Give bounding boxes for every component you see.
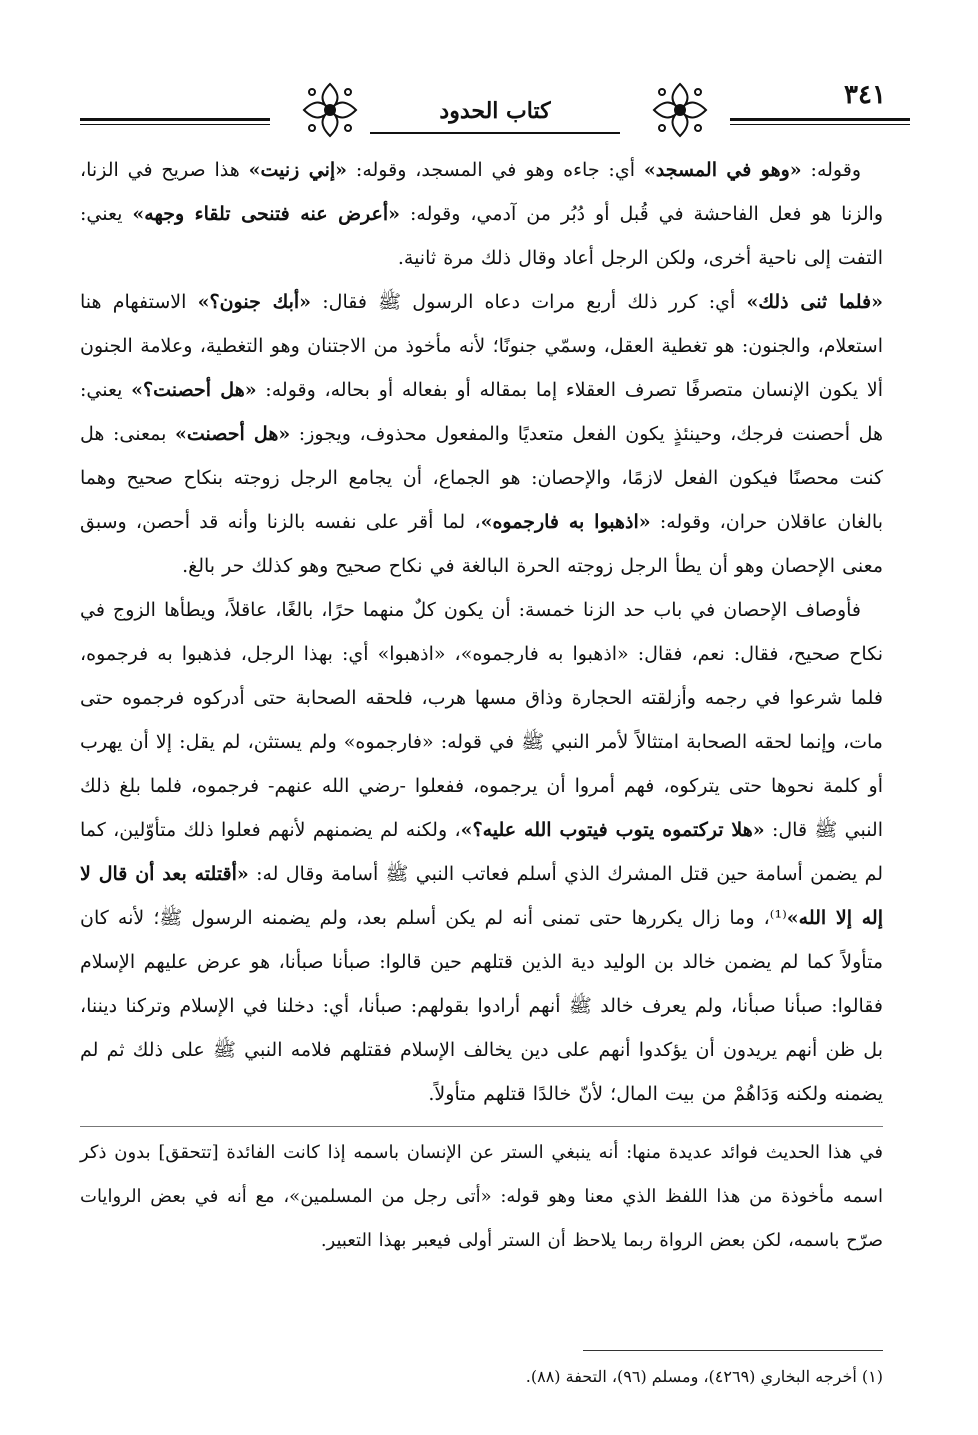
header-rule-left [80, 118, 270, 125]
commentary-text: فأوصاف الإحصان في باب حد الزنا خمسة: أن يكون كلٌ منهما حرًا، بالغًا، عاقلاً، ويطأها الزوج في نكاح صحيح، فقال: نعم، فقال: «اذهبوا به فارجموه»، «اذهبوا» أي: بهذا الرجل، فذهبوا به فرجموه، فلما شرعوا في رجمه وأزلقته الحجارة وذاق مسها هرب، فلحقه الصحابة حتى أدركوه فرجموه حتى مات، وإنما لحقه الصحابة امتثالاً لأمر النبي ﷺ في قوله: «فارجموه» ولم يستثن، لم يقل: إلا أن يهرب أو كلمة نحوها حتى يتركوه، فهم أمروا أن يرجموه، ففعلوا -رضي الله عنهم- فرجموه، فلما بلغ ذلك النبي ﷺ قال: [80, 599, 883, 841]
commentary-text: يعني: هل أحصنت فرجك، وحينئذٍ يكون الفعل متعديًا والمفعول محذوف، ويجوز: [80, 379, 883, 445]
paragraph [80, 148, 883, 280]
quoted-hadith-text: «أبك جنون؟» [197, 291, 312, 313]
footnote: (١) أخرجه البخاري (٤٢٦٩)، ومسلم (٩٦)، التحفة (٨٨). [525, 1367, 883, 1386]
floral-ornament-icon [650, 80, 710, 140]
paragraph [80, 1126, 883, 1263]
paragraph [80, 588, 883, 1116]
commentary-text: ، لما أقر على نفسه بالزنا وأنه قد أحصن، وسبق معنى الإحصان وهو أن يطأ الرجل زوجته الحرة البالغة في نكاح صحيح وهو كذلك حر بالغ. [80, 511, 883, 577]
chapter-title-underline [370, 132, 620, 134]
commentary-text: وقوله: [801, 159, 861, 181]
page-header [80, 72, 910, 142]
page-number: ٣٤١ [844, 80, 886, 110]
footnote-rule [583, 1350, 883, 1351]
quoted-hadith-text: «هلا تركتموه يتوب فيتوب الله عليه؟» [460, 819, 765, 841]
body-text [80, 148, 883, 1263]
chapter-title: كتاب الحدود [439, 98, 551, 124]
paragraph [80, 280, 883, 588]
quoted-hadith-text: «أقتلته بعد أن قال لا إله إلا الله» [80, 863, 883, 929]
commentary-text: الاستفهام هنا استعلام، والجنون: هو تغطية العقل، وسمّي جنونًا؛ لأنه مأخوذ من الاجتنان وهو التغطية، وعلامة الجنون ألا يكون الإنسان متصرفًا تصرف العقلاء إما بمقاله أو بفعاله أو بحاله، وقوله: [80, 291, 884, 401]
commentary-text: بمعنى: هل كنت محصنًا فيكون الفعل لازمًا، والإحصان: هو الجماع، أن يجامع الرجل زوجته بنكاح صحيح وهما بالغان عاقلان حران، وقوله: [80, 423, 884, 533]
quoted-hadith-text: «هل أحصنت» [175, 423, 291, 445]
quoted-hadith-text: «أعرض عنه فتنحى تلقاء وجهه» [132, 203, 401, 225]
header-rule-right [730, 118, 910, 125]
commentary-text: هذا صريح في الزنا، والزنا هو فعل الفاحشة في قُبل أو دُبُر من آدمي، وقوله: [80, 159, 883, 225]
quoted-hadith-text: «إني زنيت» [248, 159, 348, 181]
quoted-hadith-text: «اذهبوا به فارجموه» [480, 511, 651, 533]
commentary-text: ، ولكنه لم يضمنهم لأنهم فعلوا ذلك متأوّلين، كما لم يضمن أسامة حين قتل المشرك الذي أسلم فعاتب النبي ﷺ أسامة وقال له: [80, 819, 884, 885]
quoted-hadith-text: «وهو في المسجد» [643, 159, 802, 181]
quoted-hadith-text: «هل أحصنت؟» [131, 379, 257, 401]
floral-ornament-icon [300, 80, 360, 140]
commentary-text: أي: كرر ذلك أربع مرات دعاه الرسول ﷺ فقال: [311, 291, 747, 313]
commentary-text: في هذا الحديث فوائد عديدة منها: أنه ينبغي الستر عن الإنسان باسمه إذا كانت الفائدة [تتحقق] بدون ذكر اسمه مأخوذة من هذا اللفظ الذي معنا وهو قوله: «أتى رجل من المسلمين»، مع أنه في بعض الروايات صرّح باسمه، لكن بعض الرواة ربما يلاحظ أن الستر أولى فيعبر بهذا التعبير. [80, 1142, 883, 1251]
commentary-text: ⁽¹⁾، وما زال يكررها حتى تمنى أنه لم يكن أسلم بعد، ولم يضمنه الرسول ﷺ؛ لأنه كان متأولاً كما لم يضمن خالد بن الوليد دية الذين قتلهم حين قالوا: صبأنا صبأنا، هو عرض عليهم الإسلام فقالوا: صبأنا صبأنا، ولم يعرف خالد ﷺ أنهم أرادوا بقولهم: صبأنا، أي: دخلنا في الإسلام وتركنا ديننا، بل ظن أنهم يريدون أن يؤكدوا أنهم على دين يخالف الإسلام فقتلهم فلامه النبي ﷺ على ذلك ثم لم يضمنه ولكنه وَدَاهُمْ من بيت المال؛ لأنّ خالدًا قتلهم متأولاً. [80, 907, 883, 1105]
commentary-text: أي: جاءه وهو في المسجد، وقوله: [347, 159, 644, 181]
quoted-hadith-text: «فلما ثنى ذلك» [746, 291, 884, 313]
commentary-text: يعني: التفت إلى ناحية أخرى، ولكن الرجل أعاد وقال ذلك مرة ثانية. [80, 203, 883, 269]
